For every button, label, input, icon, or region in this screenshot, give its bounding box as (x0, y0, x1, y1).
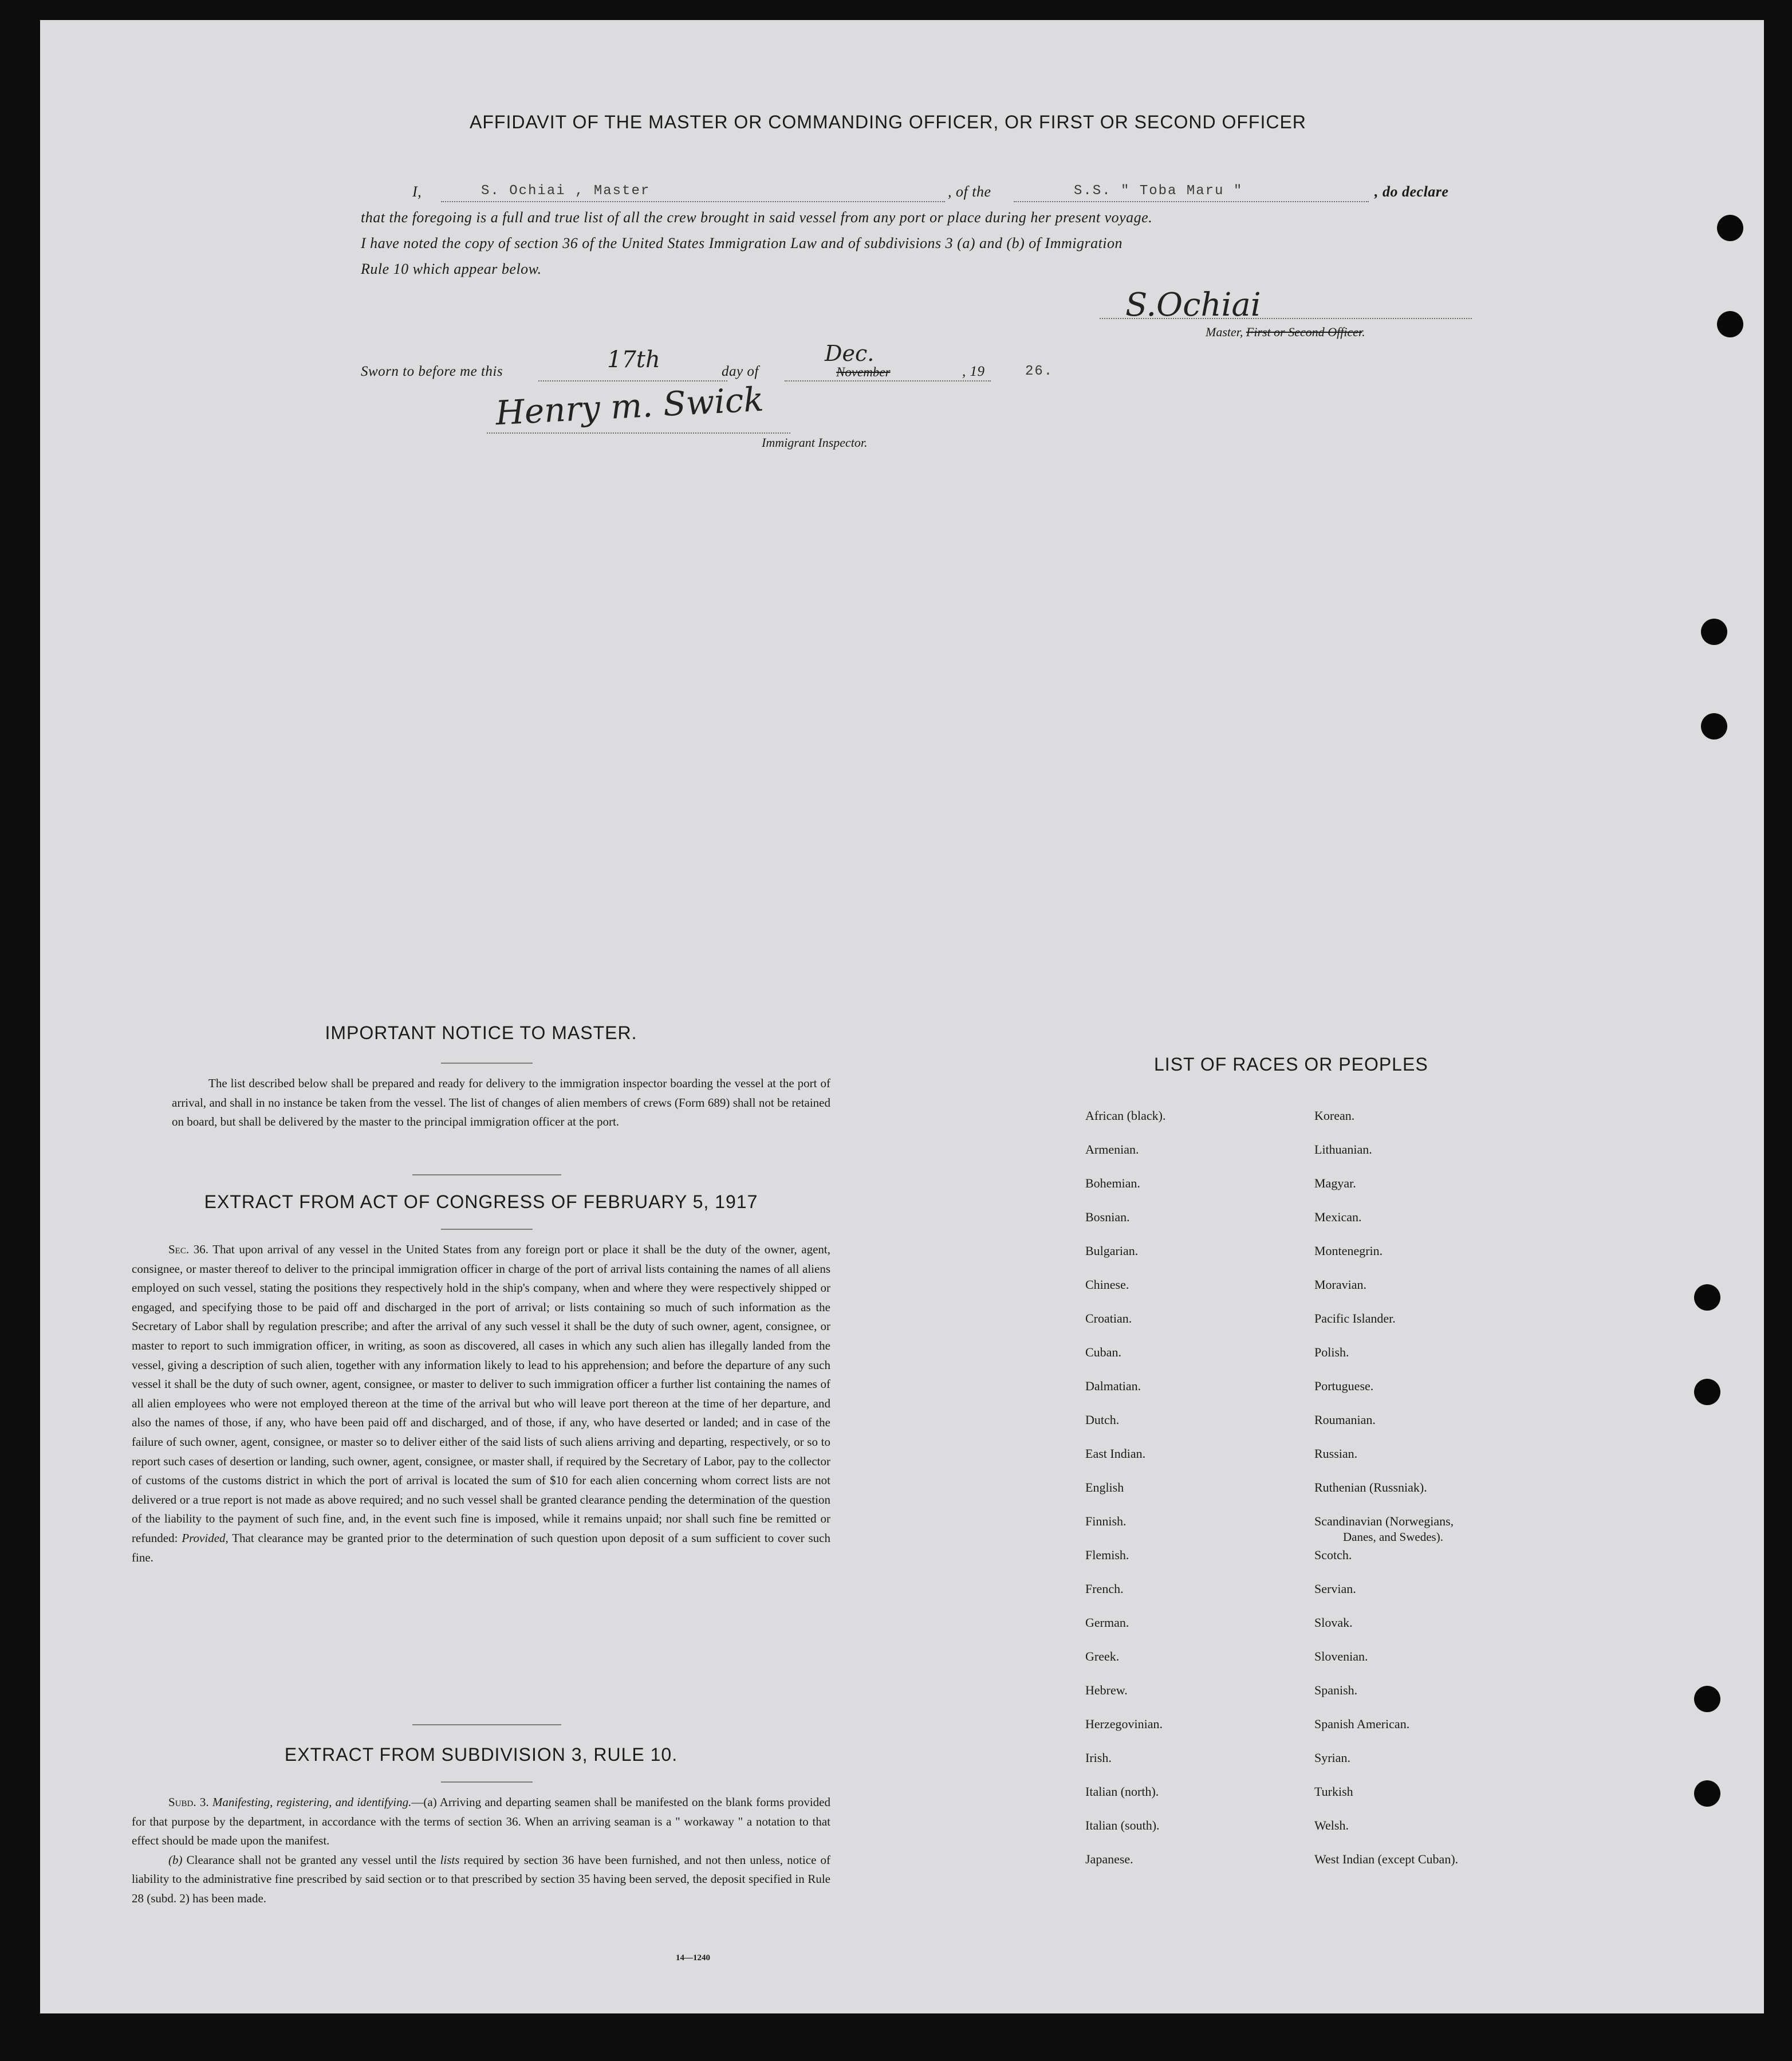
binder-hole-icon (1717, 311, 1743, 337)
race-item: German. (1085, 1615, 1129, 1630)
affidavit-title: AFFIDAVIT OF THE MASTER OR COMMANDING OFFICER, OR FIRST OR SECOND OFFICER (470, 112, 1306, 132)
of-the-label: , of the (948, 183, 991, 200)
master-label (1206, 325, 1365, 340)
race-item: Finnish. (1085, 1514, 1127, 1528)
race-item: Hebrew. (1085, 1683, 1128, 1697)
sworn-day: 17th (607, 347, 660, 373)
race-item: English (1085, 1480, 1124, 1494)
act-text (132, 1240, 830, 1567)
act-section-label: Sec. 36. (168, 1242, 208, 1256)
rule-subd-label: Subd. 3. (168, 1795, 209, 1809)
race-item: Welsh. (1314, 1818, 1349, 1832)
affidavit-i-label: I, (412, 183, 422, 200)
form-number: 14—1240 (676, 1953, 710, 1962)
race-item: Montenegrin. (1314, 1244, 1383, 1258)
inspector-signature: Henry m. Swick (494, 379, 765, 433)
master-label-a: Master, (1206, 325, 1243, 339)
affidavit-line-2: that the foregoing is a full and true list of all the crew brought in said vessel from any port or place during her present voyage. (361, 209, 1153, 226)
vessel-name: S.S. " Toba Maru " (1074, 183, 1243, 199)
rule-para-2a: Clearance shall not be granted any vessel until the (186, 1852, 436, 1867)
notice-rule (441, 1063, 533, 1064)
race-item: Herzegovinian. (1085, 1717, 1163, 1731)
race-item: Servian. (1314, 1582, 1356, 1596)
race-item: Slovenian. (1314, 1649, 1368, 1663)
race-item: Spanish. (1314, 1683, 1358, 1697)
race-item: Dutch. (1085, 1413, 1120, 1427)
binder-hole-icon (1701, 713, 1727, 740)
declare-label: , do declare (1374, 183, 1449, 200)
rule-para-2-lists: lists (440, 1852, 460, 1867)
binder-hole-icon (1694, 1686, 1720, 1712)
rule-rule (441, 1781, 533, 1783)
race-item: Italian (north). (1085, 1784, 1159, 1799)
act-paragraph (132, 1240, 830, 1567)
sworn-label: Sworn to before me this (361, 364, 503, 379)
rule-text (132, 1793, 830, 1909)
race-item: Flemish. (1085, 1548, 1129, 1562)
master-label-struck: First or Second Officer (1246, 325, 1362, 339)
race-item: Russian. (1314, 1446, 1358, 1461)
month-struck: November (836, 365, 891, 379)
act-body-end: That clearance may be granted prior to the determination of such question upon deposit of a sum sufficient to cover such fine. (132, 1531, 831, 1564)
race-item: Armenian. (1085, 1142, 1139, 1157)
year-prefix: , 19 (962, 364, 985, 379)
race-item: Spanish American. (1314, 1717, 1410, 1731)
race-item: West Indian (except Cuban). (1314, 1852, 1459, 1866)
notice-text (172, 1074, 830, 1132)
race-item-continuation: Danes, and Swedes). (1343, 1530, 1443, 1544)
race-item: Syrian. (1314, 1751, 1350, 1765)
act-divider (412, 1724, 561, 1725)
race-item: Slovak. (1314, 1615, 1353, 1630)
race-item: Polish. (1314, 1345, 1349, 1359)
races-title: LIST OF RACES OR PEOPLES (1154, 1054, 1428, 1075)
rule-title: EXTRACT FROM SUBDIVISION 3, RULE 10. (284, 1744, 678, 1765)
race-item: Scandinavian (Norwegians, (1314, 1514, 1454, 1528)
race-item: Chinese. (1085, 1277, 1129, 1292)
binder-hole-icon (1717, 215, 1743, 241)
race-item: French. (1085, 1582, 1124, 1596)
binder-hole-icon (1694, 1379, 1720, 1405)
rule-para-2-label: (b) (168, 1852, 183, 1867)
notice-title: IMPORTANT NOTICE TO MASTER. (325, 1022, 637, 1043)
act-body: That upon arrival of any vessel in the United States from any foreign port or place it shall be the duty of the owner, agent, consignee, or master thereof to deliver to the principal immigration officer in charge of the port of arrival lists containing the names of all aliens employed on such vessel, stating the positions they respectively hold in the ship's company, when and where they were respectively shipped or engaged, and specifying those to be paid off and discharged in the port of arrival; or lists containing so much of such information as the Secretary of Labor shall by regulation prescribe; and after the arrival of any such vessel it shall be the duty of such owner, agent, consignee, or master to report to such immigration officer, in writing, as soon as discovered, all cases in which any such alien has illegally landed from the vessel, giving a description of such alien, together with any information likely to lead to his apprehension; and before the departure of any such vessel it shall be the duty of such owner, agent, consignee, or master to deliver to such immigration officer a further list containing the names of all alien employees who were not employed thereon at the time of the arrival but who will leave port thereon at the time of her departure, and also the names of those, if any, who have been paid off and discharged, and of those, if any, who have deserted or landed; and in case of the failure of such owner, agent, consignee, or master so to deliver either of the said lists of such aliens arriving and departing, respectively, or so to report such cases of desertion or landing, such owner, agent, consignee, or master shall, if required by the Secretary of Labor, pay to the collector of customs of the customs district in which the port of arrival is located the sum of $10 for each alien concerning whom correct lists are not delivered or a true report is not made as above required; and no such vessel shall be granted clearance pending the determination of the question of the liability to the payment of such fine, and, in the event such fine is imposed, while it remains unpaid; nor shall such fine be remitted or refunded: (132, 1242, 831, 1545)
race-item: African (black). (1085, 1108, 1166, 1123)
race-item: Italian (south). (1085, 1818, 1160, 1832)
race-item: Moravian. (1314, 1277, 1367, 1292)
signature-line (1100, 306, 1472, 319)
race-item: Greek. (1085, 1649, 1120, 1663)
race-item: Lithuanian. (1314, 1142, 1372, 1157)
rule-para-1: —(a) Arriving and departing seamen shall be manifested on the blank forms provided for that purpose by the department, in accordance with the terms of section 36. When an arriving seaman is a " workaway " a notation to that effect should be made upon the manifest. (132, 1795, 830, 1848)
day-of-label: day of (722, 364, 759, 379)
year-suffix: 26. (1025, 364, 1054, 379)
affidavit-line-4: Rule 10 which appear below. (361, 261, 542, 277)
month-handwritten: Dec. (825, 341, 875, 366)
race-item: Cuban. (1085, 1345, 1121, 1359)
binder-hole-icon (1701, 619, 1727, 645)
binder-hole-icon (1694, 1780, 1720, 1807)
rule-paragraph-a (132, 1793, 830, 1851)
affidavit-line-3: I have noted the copy of section 36 of the United States Immigration Law and of subdivisions 3 (a) and (b) of Immigration (361, 235, 1123, 251)
master-signature: S.Ochiai (1125, 286, 1261, 324)
rule-subd-italic: Manifesting, registering, and identifying. (212, 1795, 412, 1809)
master-name: S. Ochiai , Master (481, 183, 651, 199)
race-item: Croatian. (1085, 1311, 1132, 1326)
race-item: Mexican. (1314, 1210, 1362, 1224)
notice-divider (412, 1174, 561, 1175)
document-page (40, 20, 1764, 2013)
race-item: East Indian. (1085, 1446, 1146, 1461)
act-provided: Provided, (182, 1531, 229, 1545)
rule-para-2b: required by section 36 have been furnished, and not then unless, notice of liability to the administrative fine prescribed by said section or to that prescribed by section 35 having been served, the deposit specified in Rule 28 (subd. 2) has been made. (132, 1852, 830, 1905)
race-item: Bosnian. (1085, 1210, 1130, 1224)
race-item: Bohemian. (1085, 1176, 1140, 1190)
race-item: Ruthenian (Russniak). (1314, 1480, 1427, 1494)
race-item: Dalmatian. (1085, 1379, 1141, 1393)
inspector-line (487, 421, 790, 434)
race-item: Pacific Islander. (1314, 1311, 1396, 1326)
race-item: Bulgarian. (1085, 1244, 1139, 1258)
race-item: Korean. (1314, 1108, 1355, 1123)
master-label-end: . (1362, 325, 1365, 339)
race-item: Turkish (1314, 1784, 1353, 1799)
race-item: Portuguese. (1314, 1379, 1374, 1393)
inspector-label: Immigrant Inspector. (762, 435, 868, 450)
notice-paragraph: The list described below shall be prepared and ready for delivery to the immigration inspector boarding the vessel at the port of arrival, and shall in no instance be taken from the vessel. The list of changes of alien members of crews (Form 689) shall not be retained on board, but shall be delivered by the master to the principal immigration officer at the port. (172, 1076, 830, 1129)
binder-hole-icon (1694, 1284, 1720, 1311)
act-rule (441, 1229, 533, 1230)
act-title: EXTRACT FROM ACT OF CONGRESS OF FEBRUARY 5, 1917 (204, 1191, 758, 1212)
rule-paragraph-b (132, 1851, 830, 1909)
race-item: Magyar. (1314, 1176, 1356, 1190)
race-item: Roumanian. (1314, 1413, 1376, 1427)
race-item: Irish. (1085, 1751, 1112, 1765)
race-item: Japanese. (1085, 1852, 1133, 1866)
race-item: Scotch. (1314, 1548, 1352, 1562)
